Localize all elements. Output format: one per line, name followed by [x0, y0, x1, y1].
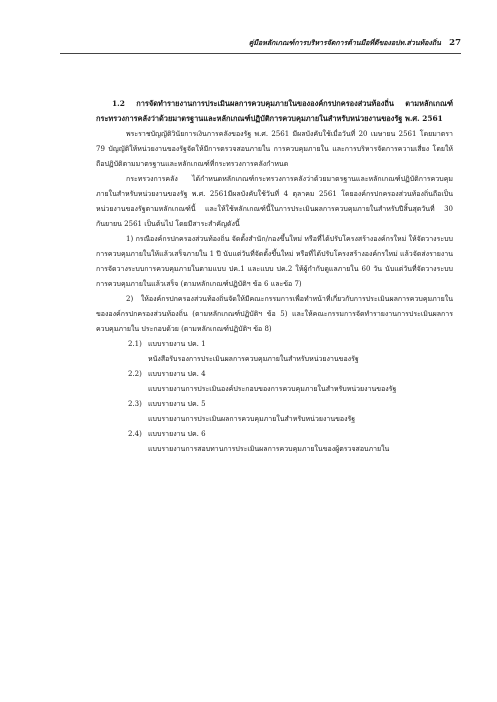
list-item-2: 2) ให้องค์กรปกครองส่วนท้องถิ่นจัดให้มีคณะกรรมการเพื่อทำหน้าที่เกี่ยวกับการประเมินผลการควบคุมภายในขององค์กรปกครองส่วนท้องถิ่น (ตามหลักเกณฑ์ปฏิบัติฯ ข้อ 5) และให้คณะกรรมการจัดทำรายงานการประเมินผลการควบคุมภายใน ประกอบด้วย (ตามหลักเกณฑ์ปฏิบัติฯ ข้อ 8) [96, 295, 453, 333]
sub-item-number: 2.4) [128, 430, 142, 438]
list-item [96, 397, 453, 427]
paragraph-1: พระราชบัญญัติวินัยการเงินการคลังของรัฐ พ.ศ. 2561 มีผลบังคับใช้เมื่อวันที่ 20 เมษายน 2561 โดยมาตรา 79 บัญญัติให้หน่วยงานของรัฐจัดให้มีการตรวจสอบภายใน การควบคุมภายใน และการบริหารจัดการความเสี่ยง โดยให้ถือปฏิบัติตามมาตรฐานและหลักเกณฑ์ที่กระทรวงการคลังกำหนด [96, 130, 453, 168]
list-item-1: 1) กรณีองค์กรปกครองส่วนท้องถิ่น จัดตั้งสำนัก/กองขึ้นใหม่ หรือที่ได้ปรับโครงสร้างองค์กรใหม่ ให้จัดวางระบบการควบคุมภายในให้แล้วเสร็จภายใน 1 ปี นับแต่วันที่จัดตั้งขึ้นใหม่ หรือที่ได้ปรับโครงสร้างองค์กรใหม่ แล้วจัดส่งรายงานการจัดวางระบบการควบคุมภายในตามแบบ ปค.1 และแบบ ปค.2 ให้ผู้กำกับดูแลภายใน 60 วัน นับแต่วันที่จัดวางระบบการควบคุมภายในแล้วเสร็จ (ตามหลักเกณฑ์ปฏิบัติฯ ข้อ 6 และข้อ 7) [96, 235, 453, 288]
sub-item-form: แบบรายงาน ปค. 1 [148, 340, 206, 348]
sub-item-description: หนังสือรับรองการประเมินผลการควบคุมภายในสำหรับหน่วยงานของรัฐ [148, 355, 359, 363]
sub-item-number: 2.2) [128, 370, 142, 378]
header-divider [60, 53, 461, 54]
report-form-list [96, 337, 453, 457]
header-title: คู่มือหลักเกณฑ์การบริหารจัดการด้านมือที่ดีของอปท.ส่วนท้องถิ่น [248, 38, 441, 47]
sub-item-number: 2.1) [128, 340, 142, 348]
page-number: 27 [449, 38, 461, 48]
sub-item-description: แบบรายงานการสอบทานการประเมินผลการควบคุมภายในของผู้ตรวจสอบภายใน [148, 445, 390, 453]
list-item [96, 367, 453, 397]
list-item [96, 337, 453, 367]
body-text [96, 96, 453, 457]
sub-item-description: แบบรายงานการประเมินองค์ประกอบของการควบคุมภายในสำหรับหน่วยงานของรัฐ [148, 385, 397, 393]
sub-item-number: 2.3) [128, 400, 142, 408]
paragraph-2: กระทรวงการคลัง ได้กำหนดหลักเกณฑ์กระทรวงการคลังว่าด้วยมาตรฐานและหลักเกณฑ์ปฏิบัติการควบคุมภายในสำหรับหน่วยงานของรัฐ พ.ศ. 2561มีผลบังคับใช้วันที่ 4 ตุลาคม 2561 โดยองค์กรปกครองส่วนท้องถิ่นถือเป็นหน่วยงานของรัฐตามหลักเกณฑ์นี้ และให้ใช้หลักเกณฑ์นี้ในการประเมินผลการควบคุมภายในสำหรับปีสิ้นสุดวันที่ 30 กันยายน 2561 เป็นต้นไป โดยมีสาระสำคัญดังนี้ [96, 175, 453, 228]
section-heading: 1.2 การจัดทำรายงานการประเมินผลการควบคุมภายในขององค์กรปกครองส่วนท้องถิ่น ตามหลักเกณฑ์กระทรวงการคลังว่าด้วยมาตรฐานและหลักเกณฑ์ปฏิบัติการควบคุมภายในสำหรับหน่วยงานของรัฐ พ.ศ. 2561 [96, 99, 453, 123]
list-item [96, 427, 453, 457]
sub-item-description: แบบรายงานการประเมินผลการควบคุมภายในสำหรับหน่วยงานของรัฐ [148, 415, 356, 423]
sub-item-form: แบบรายงาน ปค. 5 [148, 400, 206, 408]
sub-item-form: แบบรายงาน ปค. 6 [148, 430, 206, 438]
sub-item-form: แบบรายงาน ปค. 4 [148, 370, 206, 378]
running-header [60, 38, 461, 52]
